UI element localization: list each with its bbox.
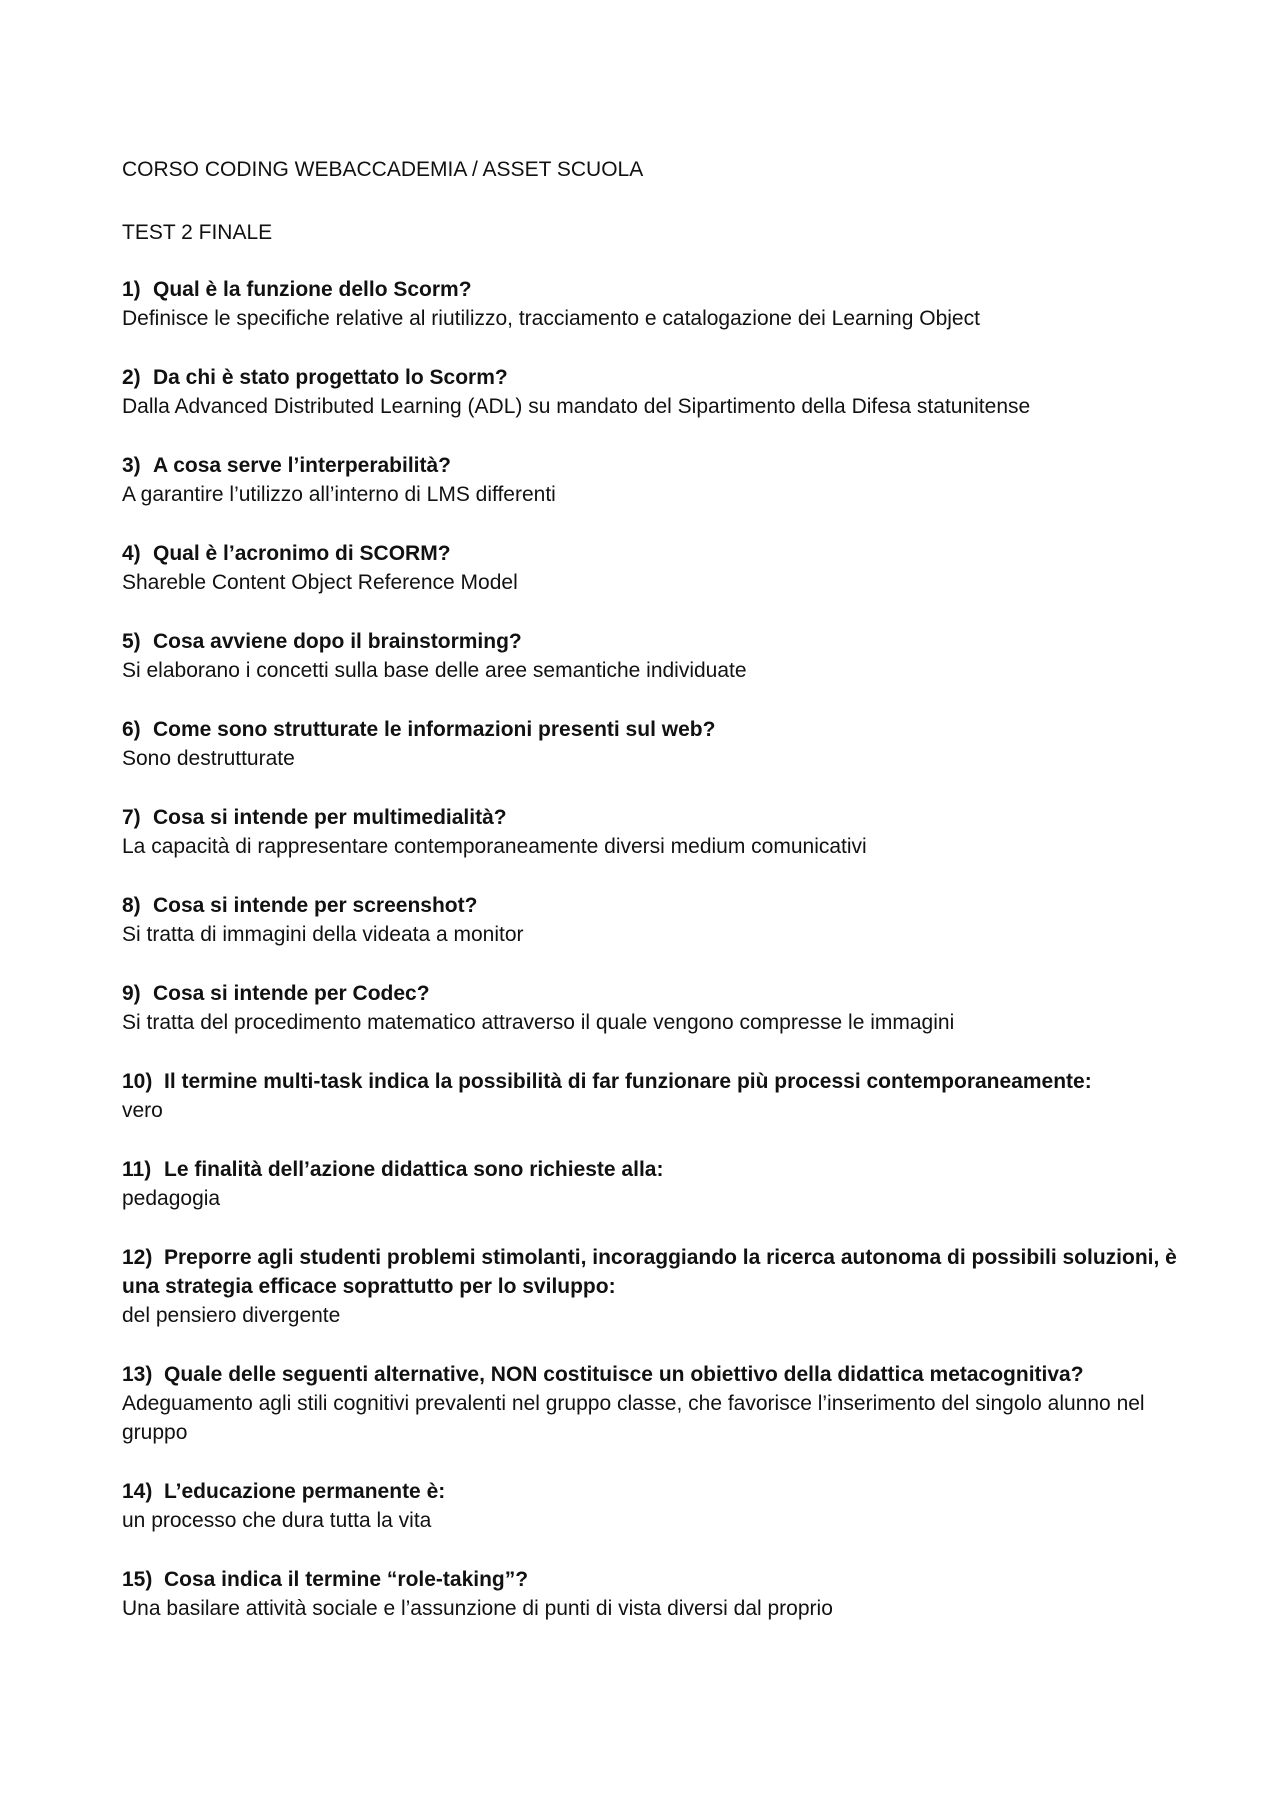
question-number: 14) (122, 1480, 153, 1503)
question-number: 11) (122, 1158, 152, 1181)
question-text-line (122, 1565, 1182, 1594)
question-list (122, 275, 1182, 1623)
answer-text: A garantire l’utilizzo all’interno di LMS differenti (122, 483, 556, 506)
question-item (122, 715, 1182, 773)
question-text: Qual è la funzione dello Scorm? (153, 278, 472, 301)
question-text-line (122, 1067, 1182, 1096)
question-item (122, 1155, 1182, 1213)
document-title: CORSO CODING WEBACCADEMIA / ASSET SCUOLA (122, 158, 644, 181)
answer-text: Adeguamento agli stili cognitivi prevalenti nel gruppo classe, che favorisce l’inserimento del singolo alunno nel gruppo (122, 1392, 1145, 1444)
answer-text: La capacità di rappresentare contemporaneamente diversi medium comunicativi (122, 835, 867, 858)
question-text-line (122, 1360, 1182, 1389)
question-text: Cosa si intende per multimedialità? (153, 806, 507, 829)
question-item (122, 627, 1182, 685)
question-text-line (122, 539, 1182, 568)
answer-text: Definisce le specifiche relative al riutilizzo, tracciamento e catalogazione dei Learning Object (122, 307, 980, 330)
question-text: Cosa si intende per Codec? (153, 982, 430, 1005)
question-number: 2) (122, 366, 141, 389)
question-text: Cosa avviene dopo il brainstorming? (153, 630, 522, 653)
document-subtitle: TEST 2 FINALE (122, 221, 273, 244)
question-item (122, 363, 1182, 421)
question-text-line (122, 891, 1182, 920)
question-text: Le finalità dell’azione didattica sono richieste alla: (164, 1158, 664, 1181)
question-number: 4) (122, 542, 141, 565)
answer-text: Dalla Advanced Distributed Learning (ADL) su mandato del Sipartimento della Difesa statunitense (122, 395, 1031, 418)
question-number: 10) (122, 1070, 153, 1093)
answer-text: Si elaborano i concetti sulla base delle aree semantiche individuate (122, 659, 747, 682)
question-item (122, 1243, 1182, 1330)
question-text: Da chi è stato progettato lo Scorm? (153, 366, 508, 389)
question-text: Cosa si intende per screenshot? (153, 894, 478, 917)
answer-text: Sono destrutturate (122, 747, 295, 770)
question-item (122, 803, 1182, 861)
question-number: 12) (122, 1246, 153, 1269)
answer-text: vero (122, 1099, 163, 1122)
question-number: 9) (122, 982, 141, 1005)
question-item (122, 1360, 1182, 1447)
question-text-line (122, 715, 1182, 744)
question-text-line (122, 979, 1182, 1008)
question-text-line (122, 363, 1182, 392)
question-number: 7) (122, 806, 141, 829)
question-number: 3) (122, 454, 141, 477)
answer-text: Si tratta di immagini della videata a monitor (122, 923, 524, 946)
question-text: Come sono strutturate le informazioni presenti sul web? (153, 718, 716, 741)
question-text-line (122, 627, 1182, 656)
question-text: Cosa indica il termine “role-taking”? (164, 1568, 529, 1591)
question-text: Qual è l’acronimo di SCORM? (153, 542, 451, 565)
question-item (122, 451, 1182, 509)
question-text-line (122, 451, 1182, 480)
question-item (122, 979, 1182, 1037)
question-text-line (122, 275, 1182, 304)
answer-text: pedagogia (122, 1187, 221, 1210)
answer-text: Una basilare attività sociale e l’assunzione di punti di vista diversi dal proprio (122, 1597, 833, 1620)
question-number: 8) (122, 894, 141, 917)
question-text-line (122, 803, 1182, 832)
question-number: 6) (122, 718, 141, 741)
question-number: 13) (122, 1363, 153, 1386)
question-text: Preporre agli studenti problemi stimolanti, incoraggiando la ricerca autonoma di possibili soluzioni, è una strategia efficace soprattutto per lo sviluppo: (122, 1246, 1177, 1298)
question-text-line (122, 1477, 1182, 1506)
question-text: Il termine multi-task indica la possibilità di far funzionare più processi contemporaneamente: (164, 1070, 1092, 1093)
question-item (122, 539, 1182, 597)
document-page (122, 155, 1182, 1653)
question-text-line (122, 1243, 1182, 1301)
question-item (122, 1067, 1182, 1125)
question-number: 5) (122, 630, 141, 653)
answer-text: Shareble Content Object Reference Model (122, 571, 518, 594)
question-text: L’educazione permanente è: (164, 1480, 446, 1503)
question-item (122, 891, 1182, 949)
answer-text: del pensiero divergente (122, 1304, 341, 1327)
question-text-line (122, 1155, 1182, 1184)
question-text: A cosa serve l’interperabilità? (153, 454, 452, 477)
question-number: 15) (122, 1568, 153, 1591)
question-number: 1) (122, 278, 141, 301)
question-item (122, 1565, 1182, 1623)
answer-text: un processo che dura tutta la vita (122, 1509, 432, 1532)
question-item (122, 275, 1182, 333)
answer-text: Si tratta del procedimento matematico attraverso il quale vengono compresse le immagini (122, 1011, 955, 1034)
question-item (122, 1477, 1182, 1535)
question-text: Quale delle seguenti alternative, NON costituisce un obiettivo della didattica metacognitiva? (164, 1363, 1084, 1386)
